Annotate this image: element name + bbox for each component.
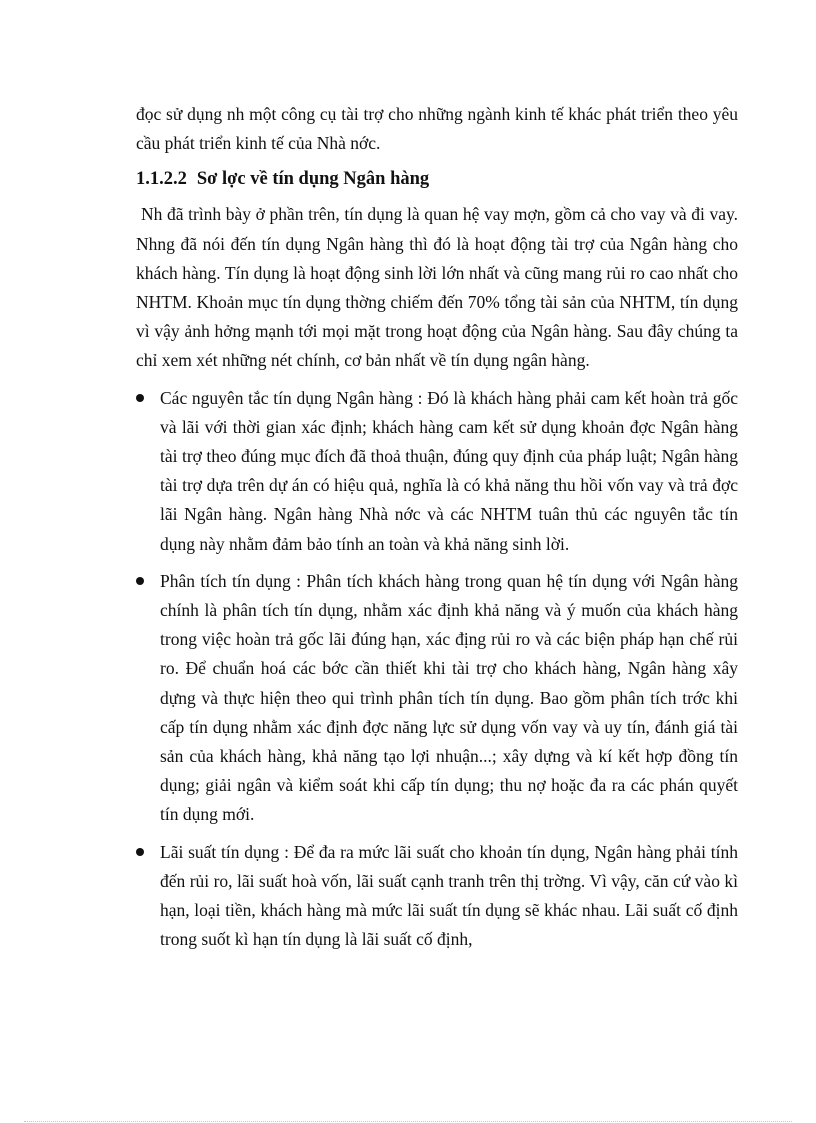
- bullet-list: [136, 384, 738, 955]
- section-heading: [136, 164, 738, 194]
- bullet-icon: [136, 577, 144, 585]
- list-item-text: Các nguyên tắc tín dụng Ngân hàng : Đó là khách hàng phải cam kết hoàn trả gốc và lãi với thời gian xác định; khách hàng cam kết sử dụng khoản đợc Ngân hàng tài trợ theo đúng mục đích đã thoả thuận, đúng quy định của pháp luật; Ngân hàng tài trợ dựa trên dự án có hiệu quả, nghĩa là có khả năng thu hồi vốn vay và trả đợc lãi Ngân hàng. Ngân hàng Nhà nớc và các NHTM tuân thủ các nguyên tắc tín dụng này nhằm đảm bảo tính an toàn và khả năng sinh lời.: [160, 387, 738, 554]
- intro-paragraph: đọc sử dụng nh một công cụ tài trợ cho những ngành kinh tế khác phát triển theo yêu cầu phát triển kinh tế của Nhà nớc.: [136, 104, 738, 154]
- page-bottom-divider: [24, 1121, 792, 1122]
- bullet-icon: [136, 848, 144, 856]
- section-number: 1.1.2.2: [136, 169, 187, 190]
- section-title: Sơ lợc về tín dụng Ngân hàng: [196, 169, 430, 190]
- list-item: [136, 567, 738, 830]
- list-item: [136, 838, 738, 955]
- document-body: [136, 100, 738, 962]
- bullet-icon: [136, 394, 144, 402]
- body-paragraph: Nh đã trình bày ở phần trên, tín dụng là quan hệ vay mợn, gồm cả cho vay và đi vay. Nhng đã nói đến tín dụng Ngân hàng thì đó là hoạt động tài trợ của Ngân hàng cho khách hàng. Tín dụng là hoạt động sinh lời lớn nhất và cũng mang rủi ro cao nhất cho NHTM. Khoản mục tín dụng thờng chiếm đến 70% tổng tài sản của NHTM, tín dụng vì vậy ảnh hởng mạnh tới mọi mặt trong hoạt động của Ngân hàng. Sau đây chúng ta chỉ xem xét những nét chính, cơ bản nhất về tín dụng ngân hàng.: [136, 204, 738, 371]
- list-item-text: Lãi suất tín dụng : Để đa ra mức lãi suất cho khoản tín dụng, Ngân hàng phải tính đến rủi ro, lãi suất hoà vốn, lãi suất cạnh tranh trên thị trờng. Vì vậy, căn cứ vào kì hạn, loại tiền, khách hàng mà mức lãi suất tín dụng sẽ khác nhau. Lãi suất cố định trong suốt kì hạn tín dụng là lãi suất cố định,: [160, 841, 738, 950]
- list-item: [136, 384, 738, 559]
- list-item-text: Phân tích tín dụng : Phân tích khách hàng trong quan hệ tín dụng với Ngân hàng chính là phân tích tín dụng, nhằm xác định khả năng và ý muốn của khách hàng trong việc hoàn trả gốc lãi đúng hạn, xác địng rủi ro và các biện pháp hạn chế rủi ro. Để chuẩn hoá các bớc cần thiết khi tài trợ cho khách hàng, Ngân hàng xây dựng và thực hiện theo qui trình phân tích tín dụng. Bao gồm phân tích trớc khi cấp tín dụng nhằm xác định đợc năng lực sử dụng vốn vay và uy tín, đánh giá tài sản của khách hàng, khả năng tạo lợi nhuận...; xây dựng và kí kết hợp đồng tín dụng; giải ngân và kiểm soát khi cấp tín dụng; thu nợ hoặc đa ra các phán quyết tín dụng mới.: [160, 570, 738, 825]
